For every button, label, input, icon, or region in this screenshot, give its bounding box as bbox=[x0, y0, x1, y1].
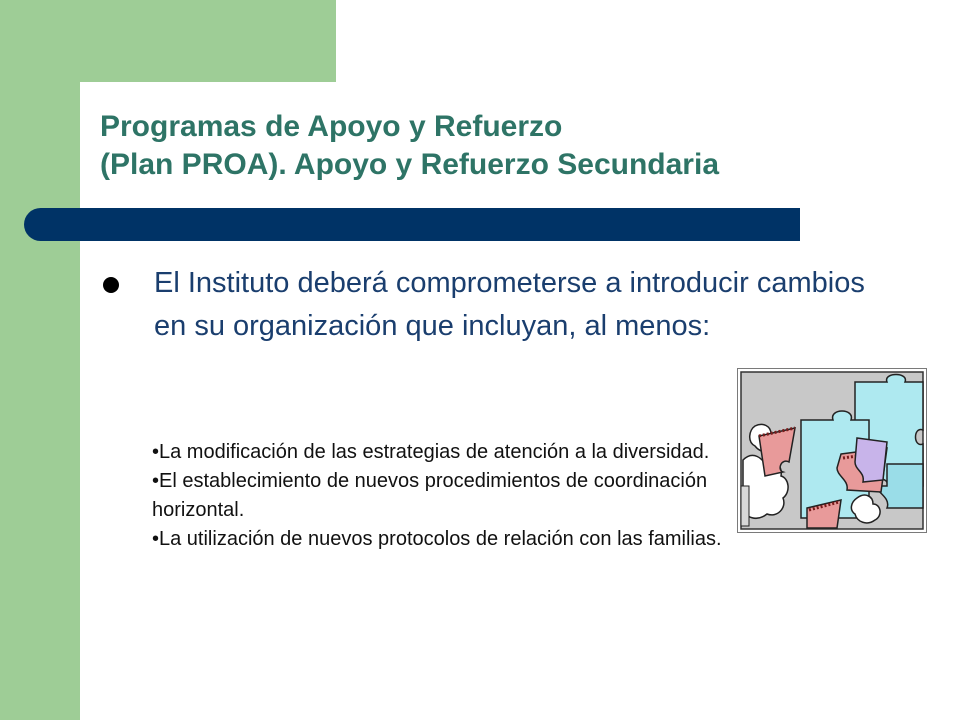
puzzle-clipart-icon bbox=[737, 368, 927, 533]
list-item: •La modificación de las estrategias de atención a la diversidad. bbox=[152, 441, 710, 463]
list-item: •La utilización de nuevos protocolos de relación con las familias. bbox=[152, 528, 722, 550]
top-green-block bbox=[0, 0, 336, 82]
list-item: •El establecimiento de nuevos procedimientos de coordinación horizontal. bbox=[152, 470, 708, 521]
title-divider-bar bbox=[24, 208, 800, 241]
bullet-dot bbox=[103, 277, 119, 293]
sub-bullet-list bbox=[152, 438, 732, 554]
main-bullet-text: El Instituto deberá comprometerse a introducir cambios en su organización que incluyan, al menos: bbox=[154, 267, 865, 342]
title-line-2: (Plan PROA). Apoyo y Refuerzo Secundaria bbox=[100, 148, 719, 181]
sidebar-green-strip bbox=[0, 0, 80, 720]
title-line-1: Programas de Apoyo y Refuerzo bbox=[100, 110, 563, 143]
slide-title bbox=[100, 108, 940, 184]
